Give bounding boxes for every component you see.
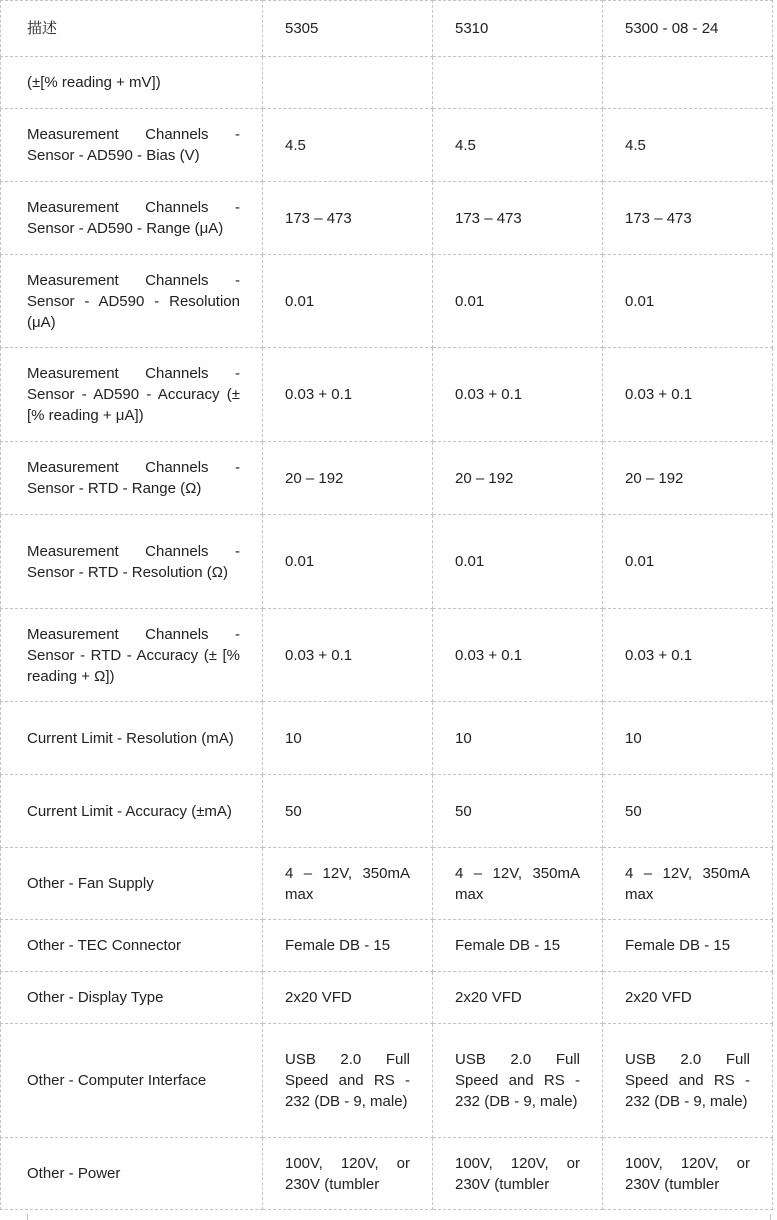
- model-5305-header: 5305: [263, 1, 433, 57]
- table-row: [1, 1138, 773, 1210]
- units-subheader-label: (±[% reading + mV]): [1, 57, 263, 109]
- empty-cell: [603, 57, 773, 109]
- row-value: 4.5: [603, 109, 773, 182]
- column-rule: [770, 1214, 771, 1220]
- row-value: 0.01: [263, 515, 433, 609]
- row-label: Other - Fan Supply: [1, 848, 263, 920]
- table-row: [1, 182, 773, 255]
- table-row: [1, 848, 773, 920]
- empty-cell: [263, 57, 433, 109]
- table-row: [1, 1024, 773, 1138]
- row-value: 20 – 192: [433, 442, 603, 515]
- row-value: 0.03 + 0.1: [433, 609, 603, 702]
- row-value: 0.03 + 0.1: [263, 609, 433, 702]
- row-value: USB 2.0 Full Speed and RS - 232 (DB - 9, male): [603, 1024, 773, 1138]
- row-value: 2x20 VFD: [433, 972, 603, 1024]
- row-label: Measurement Channels - Sensor - AD590 - Resolution (μA): [1, 255, 263, 348]
- table-header-row: [1, 1, 773, 57]
- row-value: 100V, 120V, or 230V (tumbler: [263, 1138, 433, 1210]
- header-label-cell: 描述: [1, 1, 263, 57]
- table-row: [1, 109, 773, 182]
- row-label: Measurement Channels - Sensor - RTD - Resolution (Ω): [1, 515, 263, 609]
- page-break-gap: [0, 1211, 777, 1220]
- row-value: 4 – 12V, 350mA max: [263, 848, 433, 920]
- row-value: 0.01: [603, 515, 773, 609]
- table-row: [1, 515, 773, 609]
- table-row: [1, 920, 773, 972]
- row-value: 10: [263, 702, 433, 775]
- row-value: 4 – 12V, 350mA max: [433, 848, 603, 920]
- units-subheader-row: [1, 57, 773, 109]
- row-value: 10: [603, 702, 773, 775]
- row-value: 173 – 473: [603, 182, 773, 255]
- row-value: 0.03 + 0.1: [603, 609, 773, 702]
- row-label: Other - Display Type: [1, 972, 263, 1024]
- model-5310-header: 5310: [433, 1, 603, 57]
- table-row: [1, 255, 773, 348]
- row-label: Measurement Channels - Sensor - AD590 - Accuracy (± [% reading + μA]): [1, 348, 263, 442]
- row-label: Current Limit - Accuracy (±mA): [1, 775, 263, 848]
- row-label: Measurement Channels - Sensor - AD590 - Range (μA): [1, 182, 263, 255]
- row-value: 0.03 + 0.1: [603, 348, 773, 442]
- row-value: 50: [603, 775, 773, 848]
- row-value: Female DB - 15: [603, 920, 773, 972]
- row-value: 173 – 473: [433, 182, 603, 255]
- row-value: Female DB - 15: [263, 920, 433, 972]
- row-label: Other - TEC Connector: [1, 920, 263, 972]
- row-value: Female DB - 15: [433, 920, 603, 972]
- row-label: Current Limit - Resolution (mA): [1, 702, 263, 775]
- row-value: 0.01: [433, 255, 603, 348]
- row-value: 2x20 VFD: [603, 972, 773, 1024]
- row-value: 2x20 VFD: [263, 972, 433, 1024]
- row-label: Measurement Channels - Sensor - RTD - Range (Ω): [1, 442, 263, 515]
- row-value: USB 2.0 Full Speed and RS - 232 (DB - 9, male): [433, 1024, 603, 1138]
- table-row: [1, 972, 773, 1024]
- table-row: [1, 775, 773, 848]
- row-value: 10: [433, 702, 603, 775]
- row-value: 0.01: [433, 515, 603, 609]
- row-value: 4.5: [263, 109, 433, 182]
- row-value: 20 – 192: [263, 442, 433, 515]
- row-value: 20 – 192: [603, 442, 773, 515]
- table-row: [1, 442, 773, 515]
- row-value: USB 2.0 Full Speed and RS - 232 (DB - 9, male): [263, 1024, 433, 1138]
- model-5300-08-24-header: 5300 - 08 - 24: [603, 1, 773, 57]
- row-value: 0.03 + 0.1: [433, 348, 603, 442]
- row-label: Other - Computer Interface: [1, 1024, 263, 1138]
- row-value: 100V, 120V, or 230V (tumbler: [603, 1138, 773, 1210]
- row-value: 0.01: [603, 255, 773, 348]
- row-value: 4.5: [433, 109, 603, 182]
- row-value: 4 – 12V, 350mA max: [603, 848, 773, 920]
- row-value: 173 – 473: [263, 182, 433, 255]
- row-value: 0.03 + 0.1: [263, 348, 433, 442]
- row-value: 50: [263, 775, 433, 848]
- table-row: [1, 348, 773, 442]
- row-label: Other - Power: [1, 1138, 263, 1210]
- row-label: Measurement Channels - Sensor - RTD - Accuracy (± [% reading + Ω]): [1, 609, 263, 702]
- column-rule: [27, 1214, 28, 1220]
- table-row: [1, 609, 773, 702]
- row-value: 50: [433, 775, 603, 848]
- row-label: Measurement Channels - Sensor - AD590 - Bias (V): [1, 109, 263, 182]
- row-value: 0.01: [263, 255, 433, 348]
- empty-cell: [433, 57, 603, 109]
- table-row: [1, 702, 773, 775]
- row-value: 100V, 120V, or 230V (tumbler: [433, 1138, 603, 1210]
